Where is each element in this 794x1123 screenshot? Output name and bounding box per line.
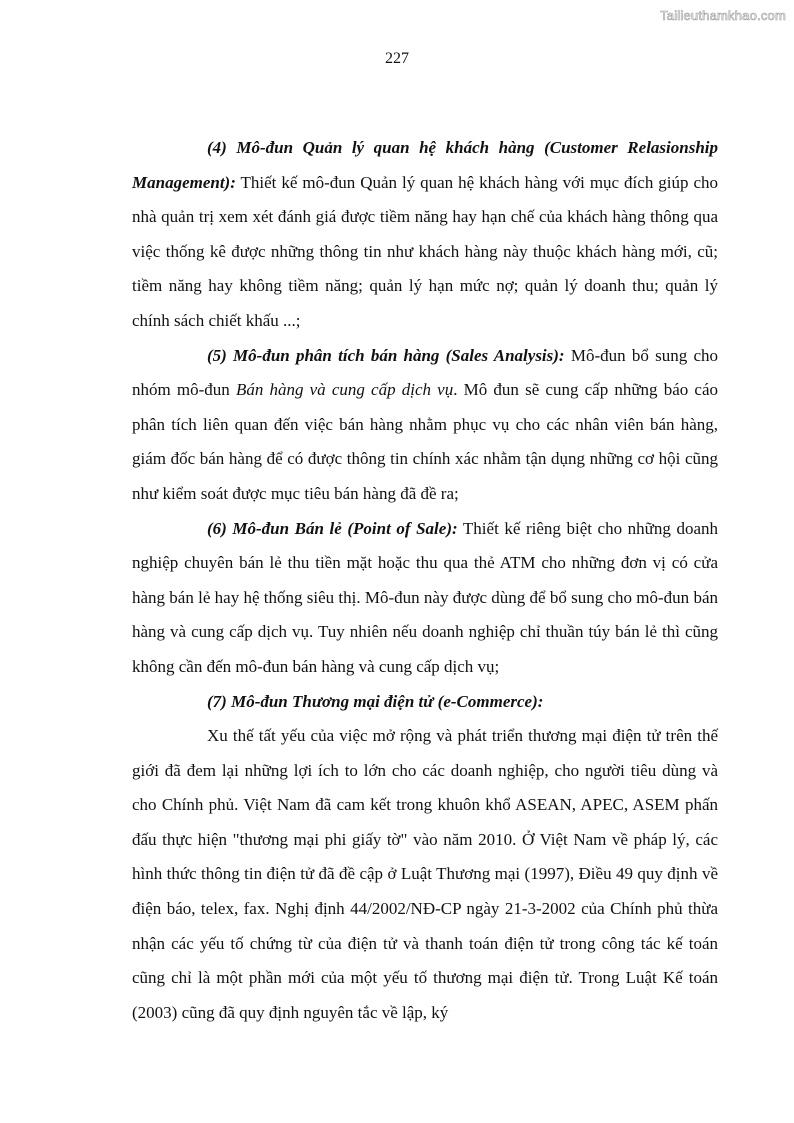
paragraph-point-of-sale-module <box>132 512 718 685</box>
paragraph-text: Thiết kế mô-đun Quản lý quan hệ khách hàng với mục đích giúp cho nhà quản trị xem xét đánh giá được tiềm năng hay hạn chế của khách hàng thông qua việc thống kê được những thông tin như khách hàng này thuộc khách hàng mới, cũ; tiềm năng hay không tiềm năng; quản lý hạn mức nợ; quản lý doanh thu; quản lý chính sách chiết khấu ...; <box>132 172 718 330</box>
paragraph-ecommerce-heading <box>132 685 718 720</box>
paragraph-sales-analysis-module <box>132 339 718 512</box>
document-body <box>132 131 718 1030</box>
paragraph-italic-text: Bán hàng và cung cấp dịch vụ <box>235 380 454 400</box>
paragraph-ecommerce-body <box>132 719 718 1030</box>
watermark-text: Tailieuthamkhao.com <box>660 8 786 23</box>
paragraph-text: Thiết kế riêng biệt cho những doanh nghiệp chuyên bán lẻ thu tiền mặt hoặc thu qua thẻ ATM cho những đơn vị có cửa hàng bán lẻ hay hệ thống siêu thị. Mô-đun này được dùng để bổ sung cho mô-đun bán hàng và cung cấp dịch vụ. Tuy nhiên nếu doanh nghiệp chỉ thuần túy bán lẻ thì cũng không cần đến mô-đun bán hàng và cung cấp dịch vụ; <box>132 518 718 676</box>
paragraph-text: Xu thế tất yếu của việc mở rộng và phát triển thương mại điện tử trên thế giới đã đem lại những lợi ích to lớn cho các doanh nghiệp, cho người tiêu dùng và cho Chính phủ. Việt Nam đã cam kết trong khuôn khổ ASEAN, APEC, ASEM phấn đấu thực hiện "thương mại phi giấy tờ" vào năm 2010. Ở Việt Nam về pháp lý, các hình thức thông tin điện tử đã đề cập ở Luật Thương mại (1997), Điều 49 quy định về điện báo, telex, fax. Nghị định 44/2002/NĐ-CP ngày 21-3-2002 của Chính phủ thừa nhận các yếu tố chứng từ của điện tử và thanh toán điện tử trong công tác kế toán cũng chỉ là một phần mới của một yếu tố thương mại điện tử. Trong Luật Kế toán (2003) cũng đã quy định nguyên tắc về lập, ký <box>132 726 718 1022</box>
paragraph-text: . Mô đun sẽ cung cấp những báo cáo phân tích liên quan đến việc bán hàng nhằm phục vụ cho các nhân viên bán hàng, giám đốc bán hàng để có được thông tin chính xác nhằm tận dụng những cơ hội cũng như kiểm soát được mục tiêu bán hàng đã đề ra; <box>132 380 719 503</box>
paragraph-heading: (7) Mô-đun Thương mại điện tử (e-Commerce): <box>207 691 544 711</box>
paragraph-text: Mô-đun bổ sung cho nhóm mô-đun <box>132 345 718 400</box>
paragraph-heading: (6) Mô-đun Bán lẻ (Point of Sale): <box>207 518 458 538</box>
paragraph-crm-module <box>132 131 718 339</box>
page-number: 227 <box>385 50 409 67</box>
paragraph-heading: (4) Mô-đun Quản lý quan hệ khách hàng (Customer Relasionship Management): <box>132 138 718 192</box>
paragraph-heading: (5) Mô-đun phân tích bán hàng (Sales Analysis): <box>207 345 565 365</box>
